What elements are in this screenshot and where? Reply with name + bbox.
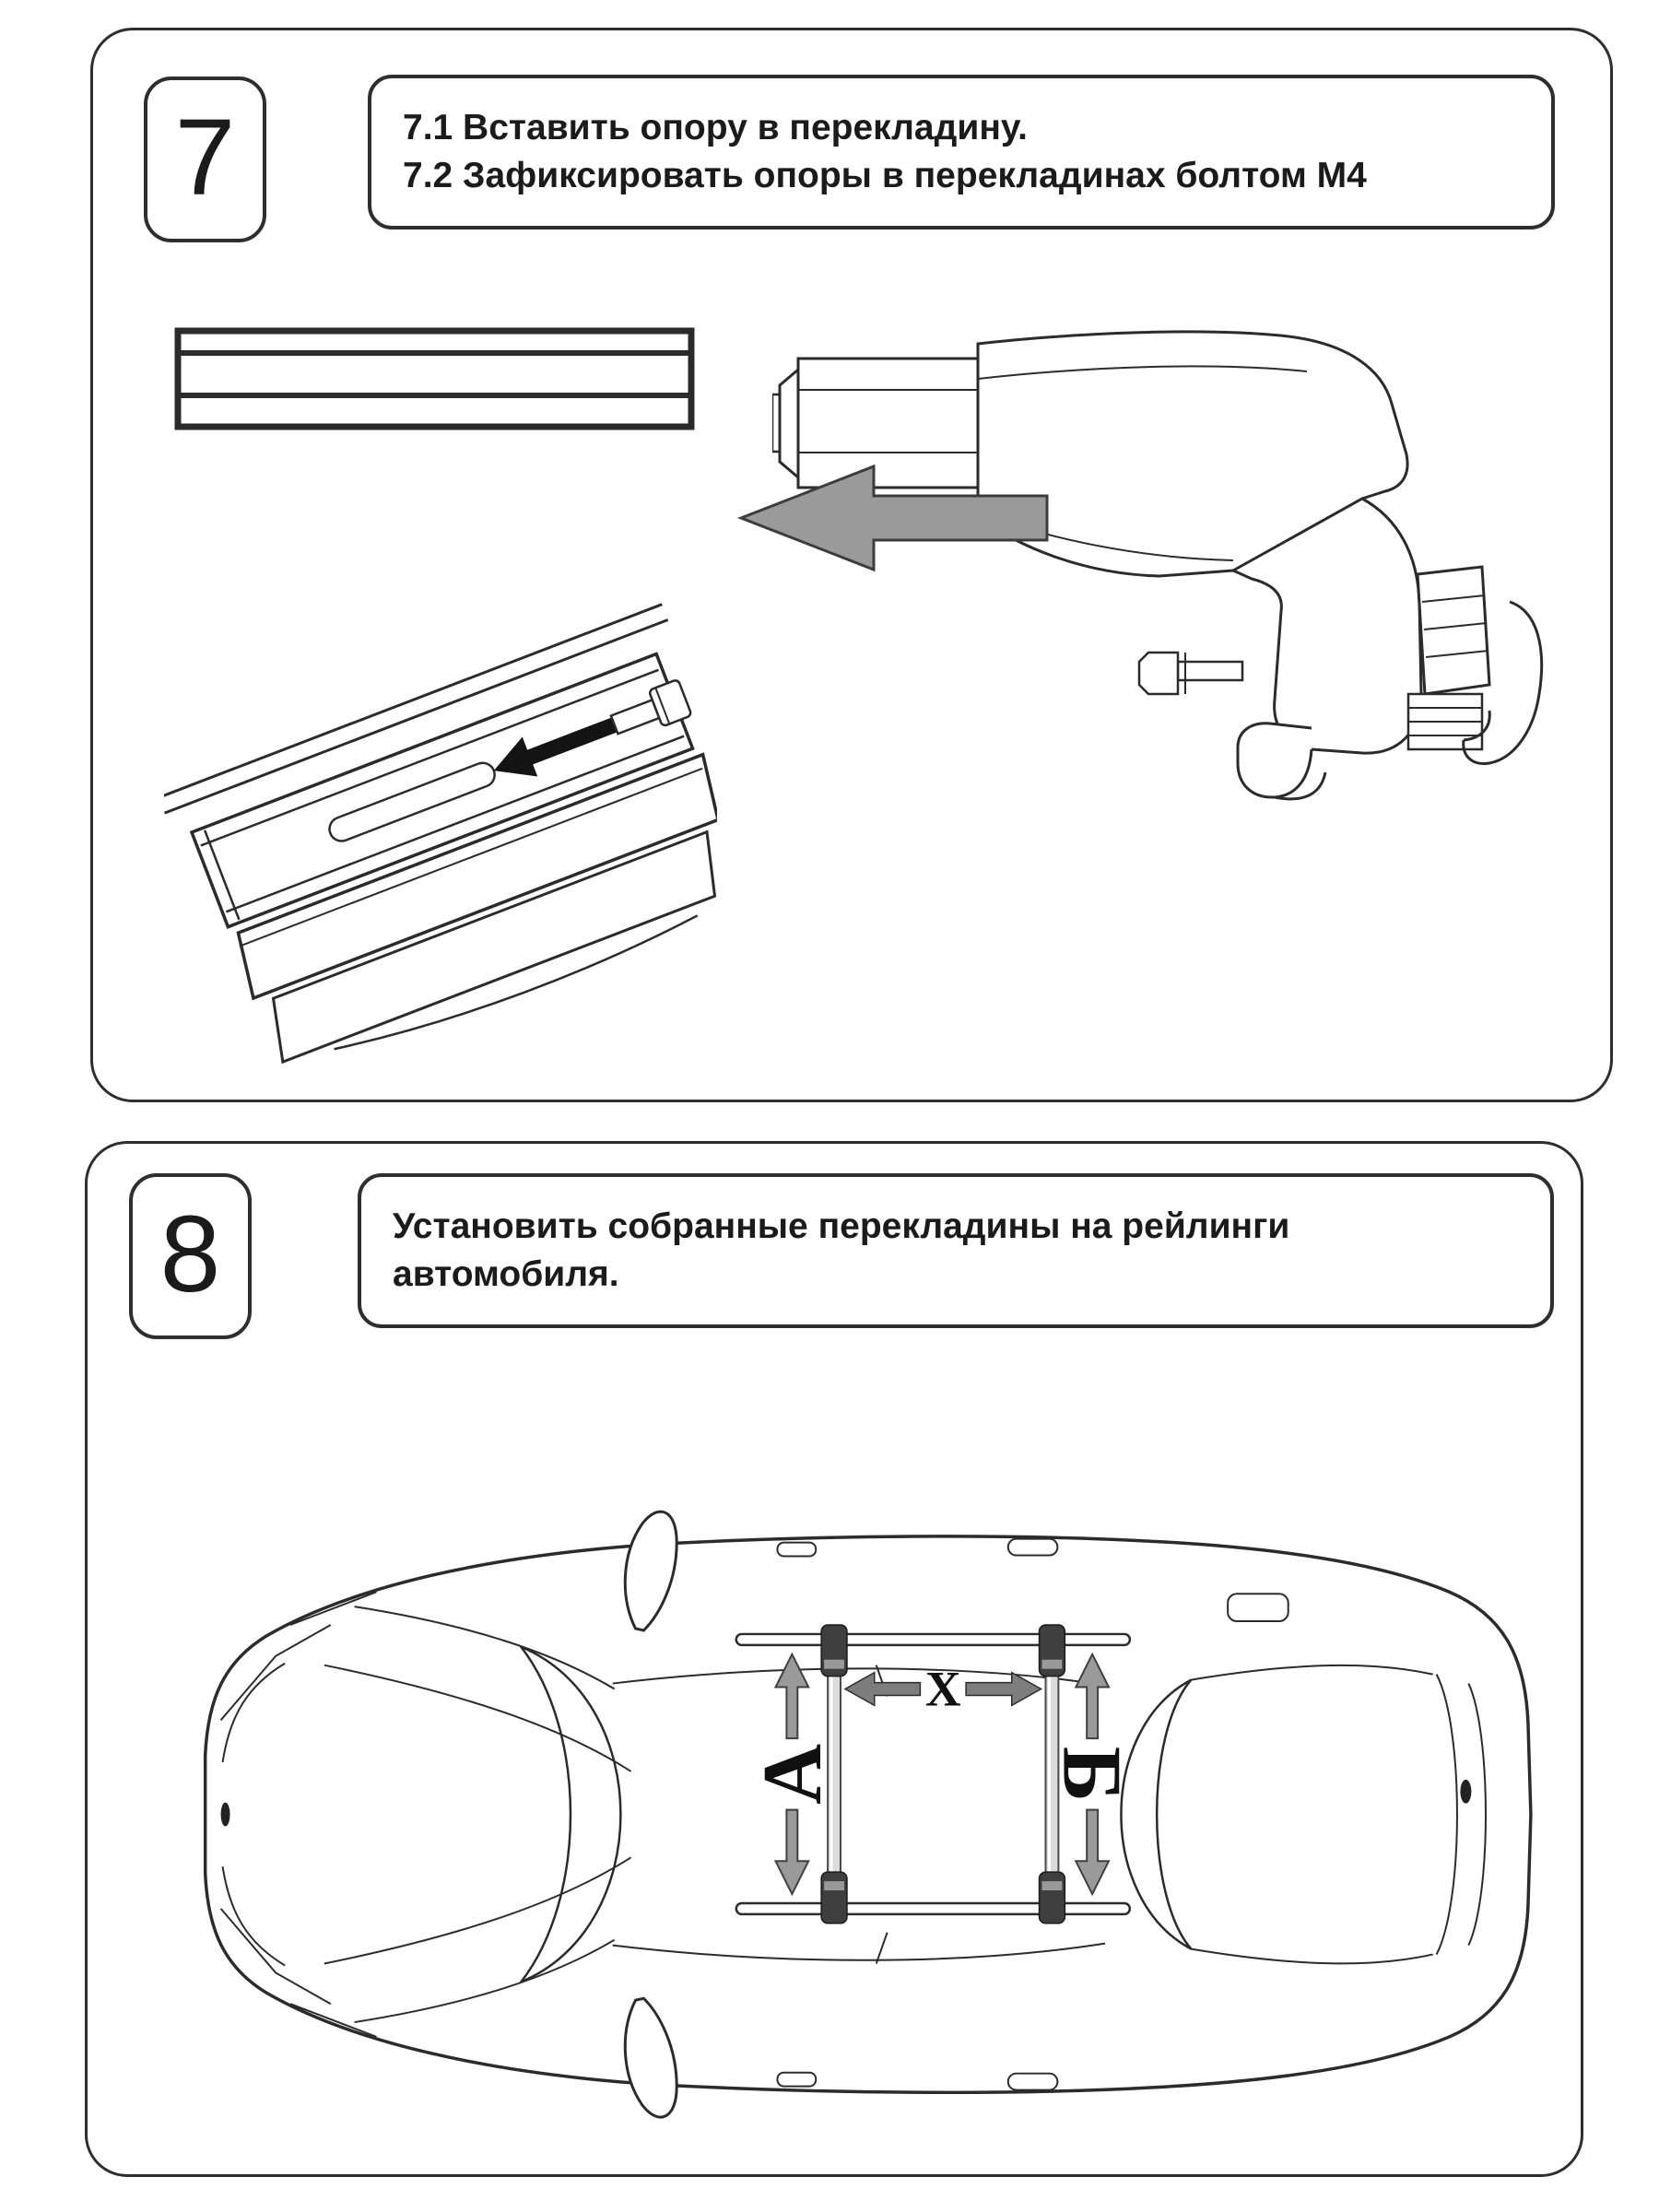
step8-instruction-line1: Установить собранные перекладины на рейлинги [393, 1206, 1290, 1246]
distance-label: X [924, 1661, 961, 1717]
step8-number-box [129, 1173, 252, 1339]
crossbar-foot [821, 1872, 847, 1924]
step7-instruction-line2: 7.2 Зафиксировать опоры в перекладинах болтом М4 [403, 156, 1367, 195]
roof-rail-right [736, 1903, 1130, 1914]
car-top-view-drawing [132, 1489, 1551, 2167]
roof-rail-left [736, 1634, 1130, 1645]
crossbar-profile-drawing [174, 327, 695, 430]
windshield [521, 1647, 620, 1983]
right-mirror [625, 1998, 677, 2117]
rear-bar-arrow-up-icon [1076, 1654, 1109, 1738]
step7-number-box [144, 76, 266, 242]
car-body-outline [206, 1536, 1531, 2092]
rear-crossbar-label: Б [1045, 1746, 1139, 1803]
rear-roof-detail [1228, 1594, 1288, 1621]
step8-panel [85, 1141, 1583, 2177]
step8-instruction-box [358, 1173, 1554, 1328]
insert-direction-arrow-icon [735, 459, 1058, 583]
front-emblem [221, 1803, 230, 1827]
step8-number: 8 [159, 1194, 221, 1315]
distance-arrow-left-icon [845, 1673, 920, 1706]
rear-bar-arrow-down-icon [1076, 1810, 1109, 1894]
front-bar-arrow-down-icon [775, 1810, 808, 1894]
front-crossbar-label: А [745, 1743, 839, 1805]
left-mirror [625, 1512, 677, 1630]
rear-detail-dot [1460, 1780, 1471, 1804]
crossbar-foot [1040, 1872, 1065, 1924]
step7-instruction-line1: 7.1 Вставить опору в перекладину. [403, 108, 1029, 147]
step8-instruction-line2: автомобиля. [393, 1254, 619, 1294]
rear-window [1121, 1680, 1191, 1949]
front-bar-arrow-up-icon [775, 1654, 808, 1738]
bolt-fixing-detail-drawing [164, 565, 717, 1067]
step7-panel [90, 28, 1613, 1102]
distance-arrow-right-icon [966, 1673, 1041, 1706]
step7-number: 7 [174, 97, 236, 218]
step7-instruction-box [368, 75, 1555, 229]
